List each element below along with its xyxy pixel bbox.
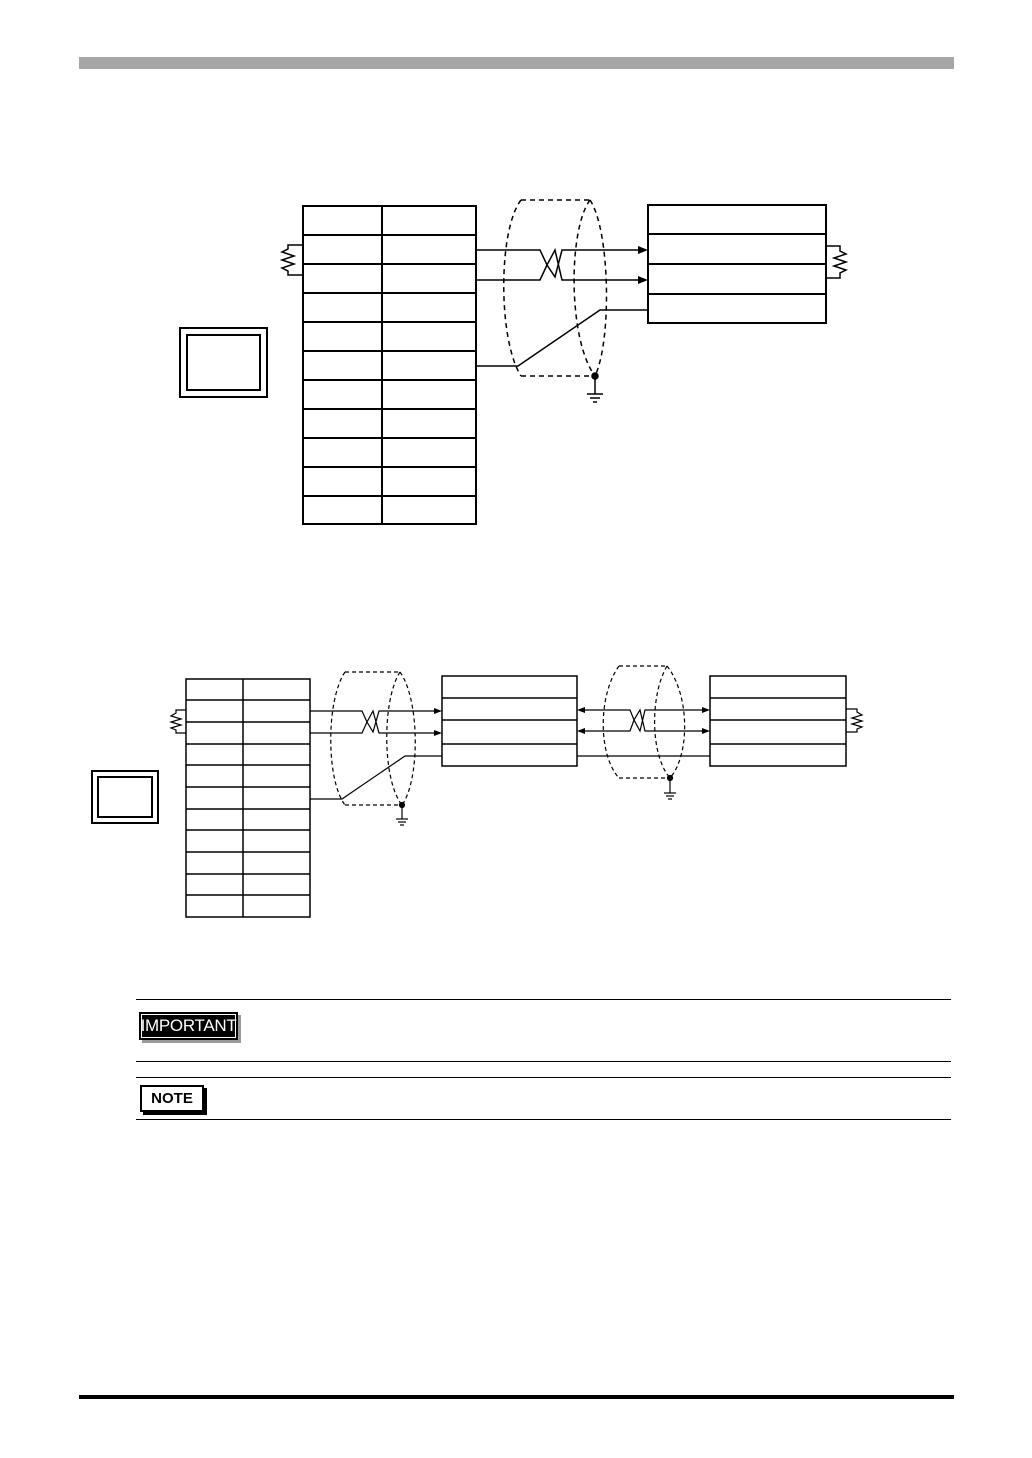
resistor-icon bbox=[846, 709, 862, 732]
ground-icon bbox=[396, 803, 408, 826]
pin-table-1 bbox=[303, 206, 476, 524]
device-table-1 bbox=[648, 205, 826, 323]
important-bottom-rule bbox=[136, 1061, 951, 1062]
resistor-icon bbox=[171, 710, 186, 733]
note-top-rule bbox=[136, 1077, 951, 1078]
signal-lines-2a bbox=[310, 708, 442, 799]
shield-1 bbox=[504, 200, 607, 376]
signal-lines-2b bbox=[577, 707, 710, 756]
important-badge: IMPORTANT bbox=[139, 1012, 238, 1040]
device-table-2a bbox=[442, 676, 577, 766]
note-badge: NOTE bbox=[140, 1085, 204, 1112]
display-unit-icon bbox=[92, 771, 158, 823]
important-top-rule bbox=[136, 999, 951, 1000]
note-bottom-rule bbox=[136, 1119, 951, 1120]
footer-bar bbox=[79, 1395, 954, 1399]
resistor-icon bbox=[826, 246, 846, 278]
wiring-diagram-2 bbox=[92, 666, 862, 917]
resistor-icon bbox=[282, 245, 303, 275]
ground-icon bbox=[664, 776, 676, 800]
device-table-2b bbox=[710, 676, 846, 766]
shield-2a bbox=[331, 672, 416, 805]
display-unit-icon bbox=[180, 328, 267, 397]
pin-table-2 bbox=[186, 679, 310, 917]
signal-lines-1 bbox=[476, 246, 648, 366]
shield-2b bbox=[603, 666, 684, 778]
ground-icon bbox=[587, 373, 603, 402]
wiring-diagram-1 bbox=[180, 200, 846, 524]
